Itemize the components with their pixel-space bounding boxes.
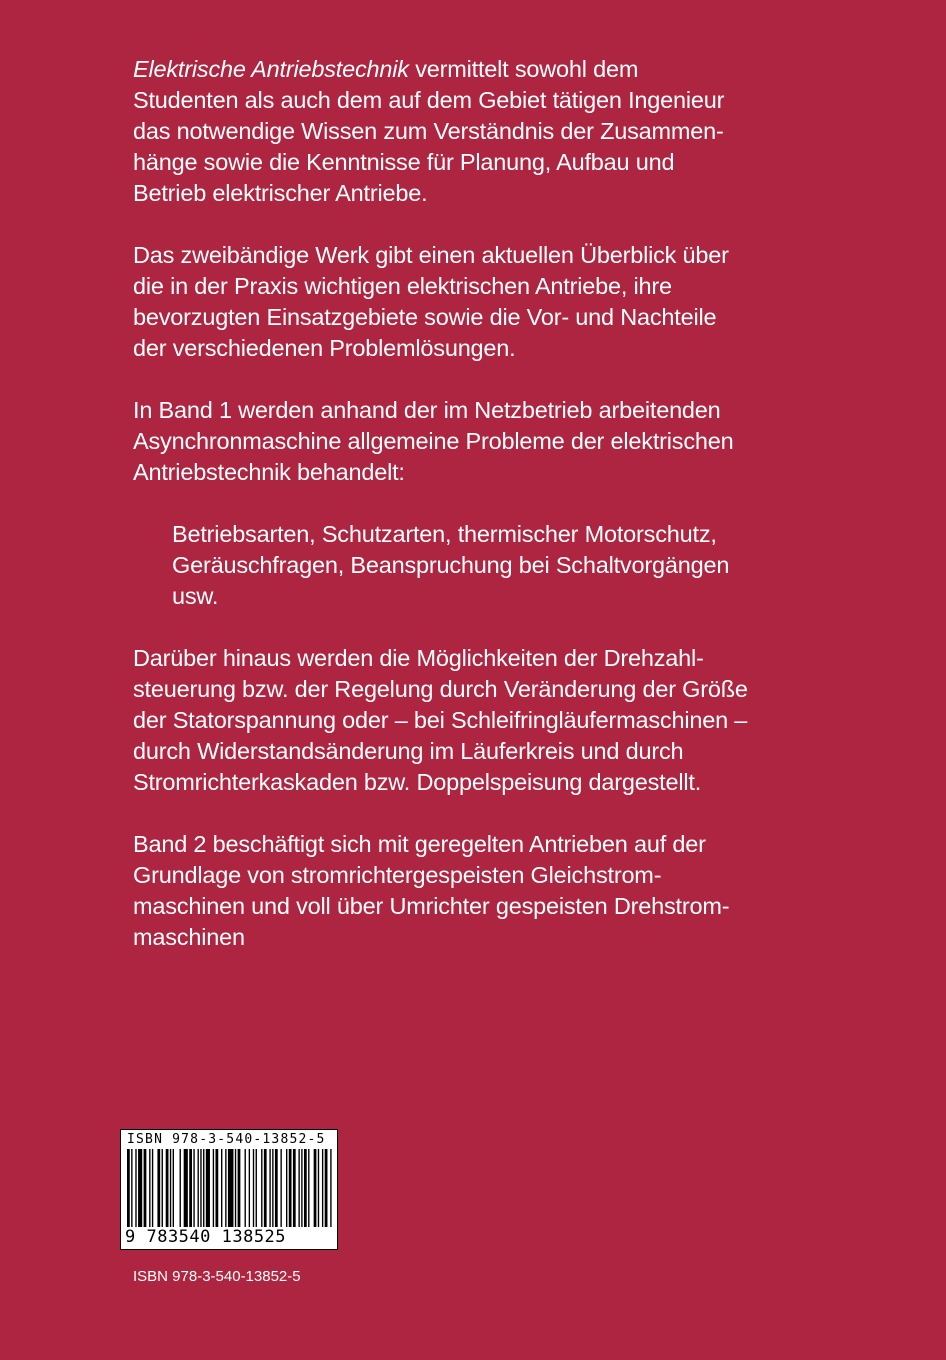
paragraph-overview: Das zweibändige Werk gibt einen aktuellen Überblick über die in der Praxis wichtigen elektrischen Antriebe, ihre bevorzugten Einsatzgebiete sowie die Vor- und Nachteile der verschiedenen Problemlösungen. bbox=[133, 242, 729, 361]
barcode-bar bbox=[286, 1149, 287, 1227]
barcode-bar bbox=[269, 1149, 270, 1227]
barcode-bar bbox=[170, 1149, 171, 1227]
barcode-bar bbox=[206, 1149, 210, 1227]
barcode-bar bbox=[253, 1149, 254, 1227]
barcode-bar bbox=[193, 1149, 194, 1227]
barcode-bar bbox=[293, 1149, 296, 1227]
barcode-bar bbox=[298, 1149, 299, 1227]
barcode-bar bbox=[245, 1149, 246, 1227]
barcode-bar bbox=[235, 1149, 236, 1227]
barcode-bar bbox=[166, 1149, 169, 1227]
book-title: Elektrische Antriebstechnik bbox=[133, 56, 409, 82]
barcode-bar bbox=[215, 1149, 218, 1227]
barcode-bar bbox=[198, 1149, 199, 1227]
barcode-bar bbox=[314, 1149, 317, 1227]
barcode-bar bbox=[200, 1149, 201, 1227]
barcode-bar bbox=[144, 1149, 147, 1227]
barcode-isbn-label: ISBN 978-3-540-13852-5 bbox=[127, 1132, 326, 1147]
barcode-bars bbox=[127, 1149, 333, 1227]
barcode-bar bbox=[221, 1149, 222, 1227]
paragraph-speed-control: Darüber hinaus werden die Möglichkeiten der Drehzahl- steuerung bzw. der Regelung durch Veränderung der Größe der Statorspannung oder – bei Schleifringläufermaschinen – durch Widerstandsänderung im Läuferkreis und durch Stromrichterkaskaden bzw. Doppelspeisung dargestellt. bbox=[133, 645, 748, 795]
barcode-bar bbox=[180, 1149, 181, 1227]
barcode-bar bbox=[157, 1149, 160, 1227]
barcode-bar bbox=[304, 1149, 307, 1227]
barcode-bar bbox=[131, 1149, 132, 1227]
barcode-bar bbox=[301, 1149, 302, 1227]
barcode-bar bbox=[330, 1149, 331, 1227]
barcode-bar bbox=[127, 1149, 130, 1227]
barcode-bar bbox=[318, 1149, 319, 1227]
barcode-bar bbox=[280, 1149, 281, 1227]
barcode-bar bbox=[184, 1149, 188, 1227]
barcode-bar bbox=[225, 1149, 226, 1227]
barcode-bar bbox=[189, 1149, 192, 1227]
isbn-barcode bbox=[120, 1129, 338, 1250]
barcode-bar bbox=[308, 1149, 309, 1227]
paragraph-intro: Elektrische Antriebstechnik vermittelt sowohl dem Studenten als auch dem auf dem Gebiet tätigen Ingenieur das notwendige Wissen zum Verständnis der Zusammen- hänge sowie die Kenntnisse für Planung, Aufbau und Betrieb elektrischer Antriebe. bbox=[133, 56, 725, 206]
barcode-bar bbox=[256, 1149, 257, 1227]
isbn-footer: ISBN 978-3-540-13852-5 bbox=[133, 1268, 301, 1285]
barcode-bar bbox=[272, 1149, 273, 1227]
barcode-bar bbox=[138, 1149, 142, 1227]
paragraph-topics-list: Betriebsarten, Schutzarten, thermischer Motorschutz, Geräuschfragen, Beanspruchung bei Schaltvorgängen usw. bbox=[172, 521, 730, 609]
barcode-bar bbox=[173, 1149, 174, 1227]
barcode-bar bbox=[162, 1149, 163, 1227]
barcode-bar bbox=[238, 1149, 241, 1227]
paragraph-band-1: In Band 1 werden anhand der im Netzbetrieb arbeitenden Asynchronmaschine allgemeine Probleme der elektrischen Antriebstechnik behandelt: bbox=[133, 397, 734, 485]
barcode-bar bbox=[213, 1149, 214, 1227]
barcode-bar bbox=[203, 1149, 204, 1227]
barcode-bar bbox=[135, 1149, 136, 1227]
barcode-bar bbox=[149, 1149, 150, 1227]
barcode-bar bbox=[261, 1149, 262, 1227]
barcode-bar bbox=[275, 1149, 278, 1227]
barcode-bar bbox=[264, 1149, 267, 1227]
barcode-bar bbox=[289, 1149, 292, 1227]
paragraph-band-2: Band 2 beschäftigt sich mit geregelten Antrieben auf der Grundlage von stromrichtergespeisten Gleichstrom- maschinen und voll über Umrichter gespeisten Drehstrom- maschinen bbox=[133, 831, 730, 950]
barcode-bar bbox=[322, 1149, 323, 1227]
back-cover-text bbox=[133, 54, 833, 984]
barcode-bar bbox=[228, 1149, 234, 1227]
barcode-bar bbox=[249, 1149, 250, 1227]
barcode-bar bbox=[152, 1149, 153, 1227]
barcode-digits: 9 783540 138525 bbox=[125, 1227, 287, 1247]
barcode-bar bbox=[325, 1149, 328, 1227]
